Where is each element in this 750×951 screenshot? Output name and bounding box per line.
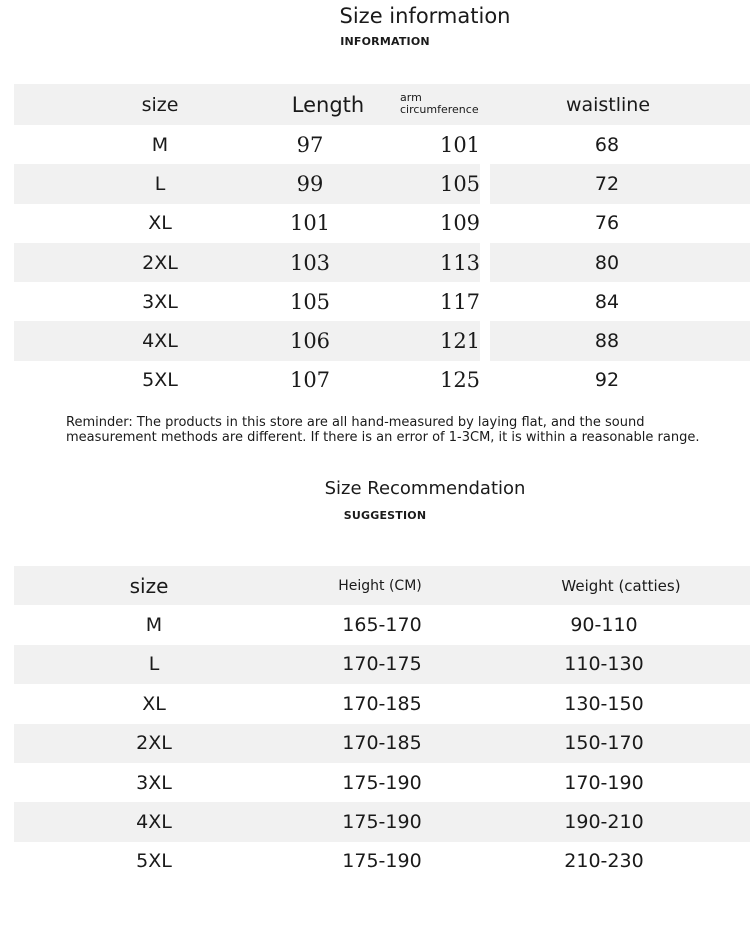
- length-cell: 97: [296, 132, 324, 157]
- table-row: [14, 282, 750, 321]
- header-length: Length: [291, 92, 365, 117]
- header-arm-line2: circumference: [400, 103, 479, 116]
- table-row: [14, 361, 750, 400]
- size-cell: 4XL: [136, 811, 172, 834]
- height-cell: 175-190: [342, 771, 422, 794]
- arm-cell: 113: [439, 250, 481, 275]
- size-cell: L: [154, 172, 166, 195]
- waist-cell: 92: [594, 369, 620, 392]
- table-row: [14, 763, 750, 802]
- waist-cell: 72: [594, 172, 620, 195]
- weight-cell: 150-170: [564, 732, 644, 755]
- length-cell: 103: [289, 250, 331, 275]
- size-cell: 5XL: [136, 850, 172, 873]
- header-size: size: [141, 93, 179, 116]
- table-header-row: [14, 84, 750, 125]
- reminder-note: Reminder: The products in this store are all hand-measured by laying flat, and the sound measurement methods are different. If there is an error of 1-3CM, it is within a reasonable range.: [66, 415, 700, 445]
- waist-cell: 88: [594, 330, 620, 353]
- size-rec-subtitle: SUGGESTION: [343, 509, 427, 522]
- header-waistline: waistline: [565, 93, 651, 116]
- size-info-subtitle: INFORMATION: [340, 35, 430, 48]
- length-cell: 105: [289, 289, 331, 314]
- arm-cell: 121: [439, 329, 481, 354]
- size-cell: XL: [142, 692, 166, 715]
- height-cell: 170-175: [342, 653, 422, 676]
- arm-cell: 125: [439, 368, 481, 393]
- height-cell: 170-185: [342, 692, 422, 715]
- height-cell: 175-190: [342, 811, 422, 834]
- size-cell: 2XL: [142, 251, 178, 274]
- table-row: [14, 645, 750, 684]
- height-cell: 165-170: [342, 614, 422, 637]
- height-cell: 175-190: [342, 850, 422, 873]
- size-cell: 3XL: [136, 771, 172, 794]
- header-arm-circumference: [400, 84, 500, 125]
- arm-cell: 117: [439, 289, 481, 314]
- length-cell: 107: [289, 368, 331, 393]
- header-size: size: [129, 573, 169, 598]
- size-info-title: Size information: [339, 4, 511, 28]
- height-cell: 170-185: [342, 732, 422, 755]
- size-cell: L: [148, 653, 160, 676]
- size-rec-title: Size Recommendation: [324, 478, 526, 499]
- size-rec-table: [14, 566, 750, 881]
- length-cell: 99: [296, 171, 324, 196]
- size-cell: M: [151, 133, 169, 156]
- table-row: [14, 684, 750, 723]
- size-cell: 4XL: [142, 330, 178, 353]
- table-header-row: [14, 566, 750, 605]
- weight-cell: 210-230: [564, 850, 644, 873]
- table-row: [14, 125, 750, 164]
- weight-cell: 130-150: [564, 692, 644, 715]
- weight-cell: 110-130: [564, 653, 644, 676]
- weight-cell: 90-110: [570, 614, 638, 637]
- header-height: Height (CM): [338, 577, 422, 594]
- weight-cell: 170-190: [564, 771, 644, 794]
- size-cell: M: [145, 614, 163, 637]
- table-row: [14, 802, 750, 841]
- weight-cell: 190-210: [564, 811, 644, 834]
- arm-cell: 109: [439, 211, 481, 236]
- waist-cell: 80: [594, 251, 620, 274]
- waist-cell: 68: [594, 133, 620, 156]
- size-cell: 5XL: [142, 369, 178, 392]
- waist-cell: 76: [594, 212, 620, 235]
- table-row: [14, 204, 750, 243]
- size-info-table: [14, 84, 750, 400]
- table-row: [14, 164, 750, 203]
- table-row: [14, 321, 750, 360]
- waist-cell: 84: [594, 290, 620, 313]
- size-cell: 2XL: [136, 732, 172, 755]
- arm-cell: 105: [439, 171, 481, 196]
- header-weight: Weight (catties): [561, 576, 681, 595]
- size-cell: XL: [148, 212, 172, 235]
- length-cell: 106: [289, 329, 331, 354]
- header-arm-line1: arm: [400, 91, 422, 104]
- table-row: [14, 605, 750, 644]
- table-row: [14, 724, 750, 763]
- table-row: [14, 842, 750, 881]
- table-row: [14, 243, 750, 282]
- size-cell: 3XL: [142, 290, 178, 313]
- length-cell: 101: [289, 211, 331, 236]
- arm-cell: 101: [439, 132, 481, 157]
